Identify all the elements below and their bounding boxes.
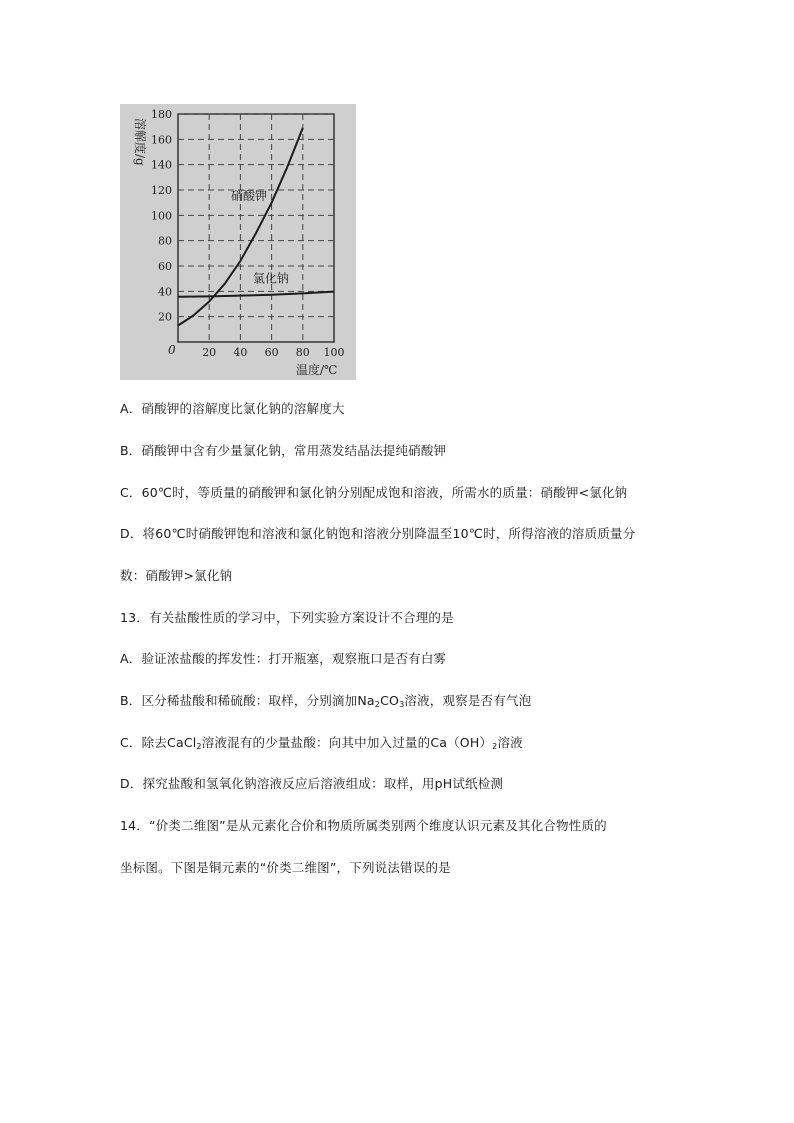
- q13-c-text-1: C．除去CaCl: [120, 735, 197, 750]
- y-tick-label: 100: [151, 209, 172, 223]
- q14-stem-line1: 14．“价类二维图”是从元素化合价和物质所属类别两个维度认识元素及其化合物性质的: [120, 818, 607, 833]
- q13-b-subscript-1: 2: [374, 700, 381, 709]
- q12-option-d-line2: 数：硝酸钾>氯化钠: [120, 568, 233, 583]
- q13-c-text-2: 溶液混有的少量盐酸：向其中加入过量的Ca（OH）: [201, 735, 493, 750]
- series-line-1: [178, 292, 334, 297]
- y-tick-label: 60: [158, 260, 172, 273]
- y-tick-label: 20: [158, 310, 172, 324]
- q13-b-text-3: 溶液，观察是否有气泡: [404, 693, 532, 708]
- solubility-chart: [120, 104, 356, 380]
- q12-option-a: A．硝酸钾的溶解度比氯化钠的溶解度大: [120, 401, 345, 416]
- q13-b-text-2: CO: [380, 693, 400, 708]
- series-label-1: 氯化钠: [252, 271, 289, 286]
- y-tick-label: 80: [158, 234, 172, 248]
- x-tick-label: 60: [264, 346, 279, 359]
- x-tick-label: 80: [295, 346, 310, 359]
- q13-c-text-3: 溶液: [497, 735, 523, 750]
- q12-option-d-line1: D．将60℃时硝酸钾饱和溶液和氯化钠饱和溶液分别降温至10℃时，所得溶液的溶质质量分: [120, 526, 636, 541]
- q13-option-d: D．探究盐酸和氢氧化钠溶液反应后溶液组成：取样，用pH试纸检测: [120, 776, 504, 791]
- y-tick-label: 180: [151, 108, 172, 121]
- y-tick-label: 140: [151, 158, 172, 172]
- solubility-chart-svg: [120, 104, 356, 380]
- q13-c-subscript-1: 2: [196, 742, 202, 751]
- q12-option-c: C．60℃时，等质量的硝酸钾和氯化钠分别配成饱和溶液，所需水的质量：硝酸钾<氯化钠: [120, 485, 628, 500]
- q13-option-a: A．验证浓盐酸的挥发性：打开瓶塞，观察瓶口是否有白雾: [120, 651, 447, 666]
- q13-b-subscript-2: 3: [399, 700, 405, 709]
- q12-option-b: B．硝酸钾中含有少量氯化钠，常用蒸发结晶法提纯硝酸钾: [120, 443, 447, 458]
- q14-stem-line2: 坐标图。下图是铜元素的“价类二维图”，下列说法错误的是: [120, 860, 451, 875]
- y-axis-label: 溶解度/g: [133, 118, 147, 166]
- q13-option-b: [120, 693, 531, 713]
- q13-option-c: [120, 735, 523, 755]
- series-label-0: 硝酸钾: [231, 189, 268, 204]
- q13-b-text-1: B．区分稀盐酸和稀硫酸：取样，分别滴加Na: [120, 693, 375, 708]
- x-tick-label: 100: [323, 346, 345, 359]
- q13-c-subscript-2: 2: [492, 742, 498, 751]
- origin-label: 0: [168, 343, 176, 357]
- x-axis-label: 温度/℃: [296, 363, 338, 377]
- q13-stem: 13．有关盐酸性质的学习中，下列实验方案设计不合理的是: [120, 610, 454, 625]
- y-tick-label: 120: [151, 184, 172, 197]
- x-tick-label: 20: [202, 346, 217, 359]
- x-tick-label: 40: [233, 346, 248, 359]
- y-tick-label: 40: [158, 285, 172, 299]
- y-tick-label: 160: [151, 133, 172, 147]
